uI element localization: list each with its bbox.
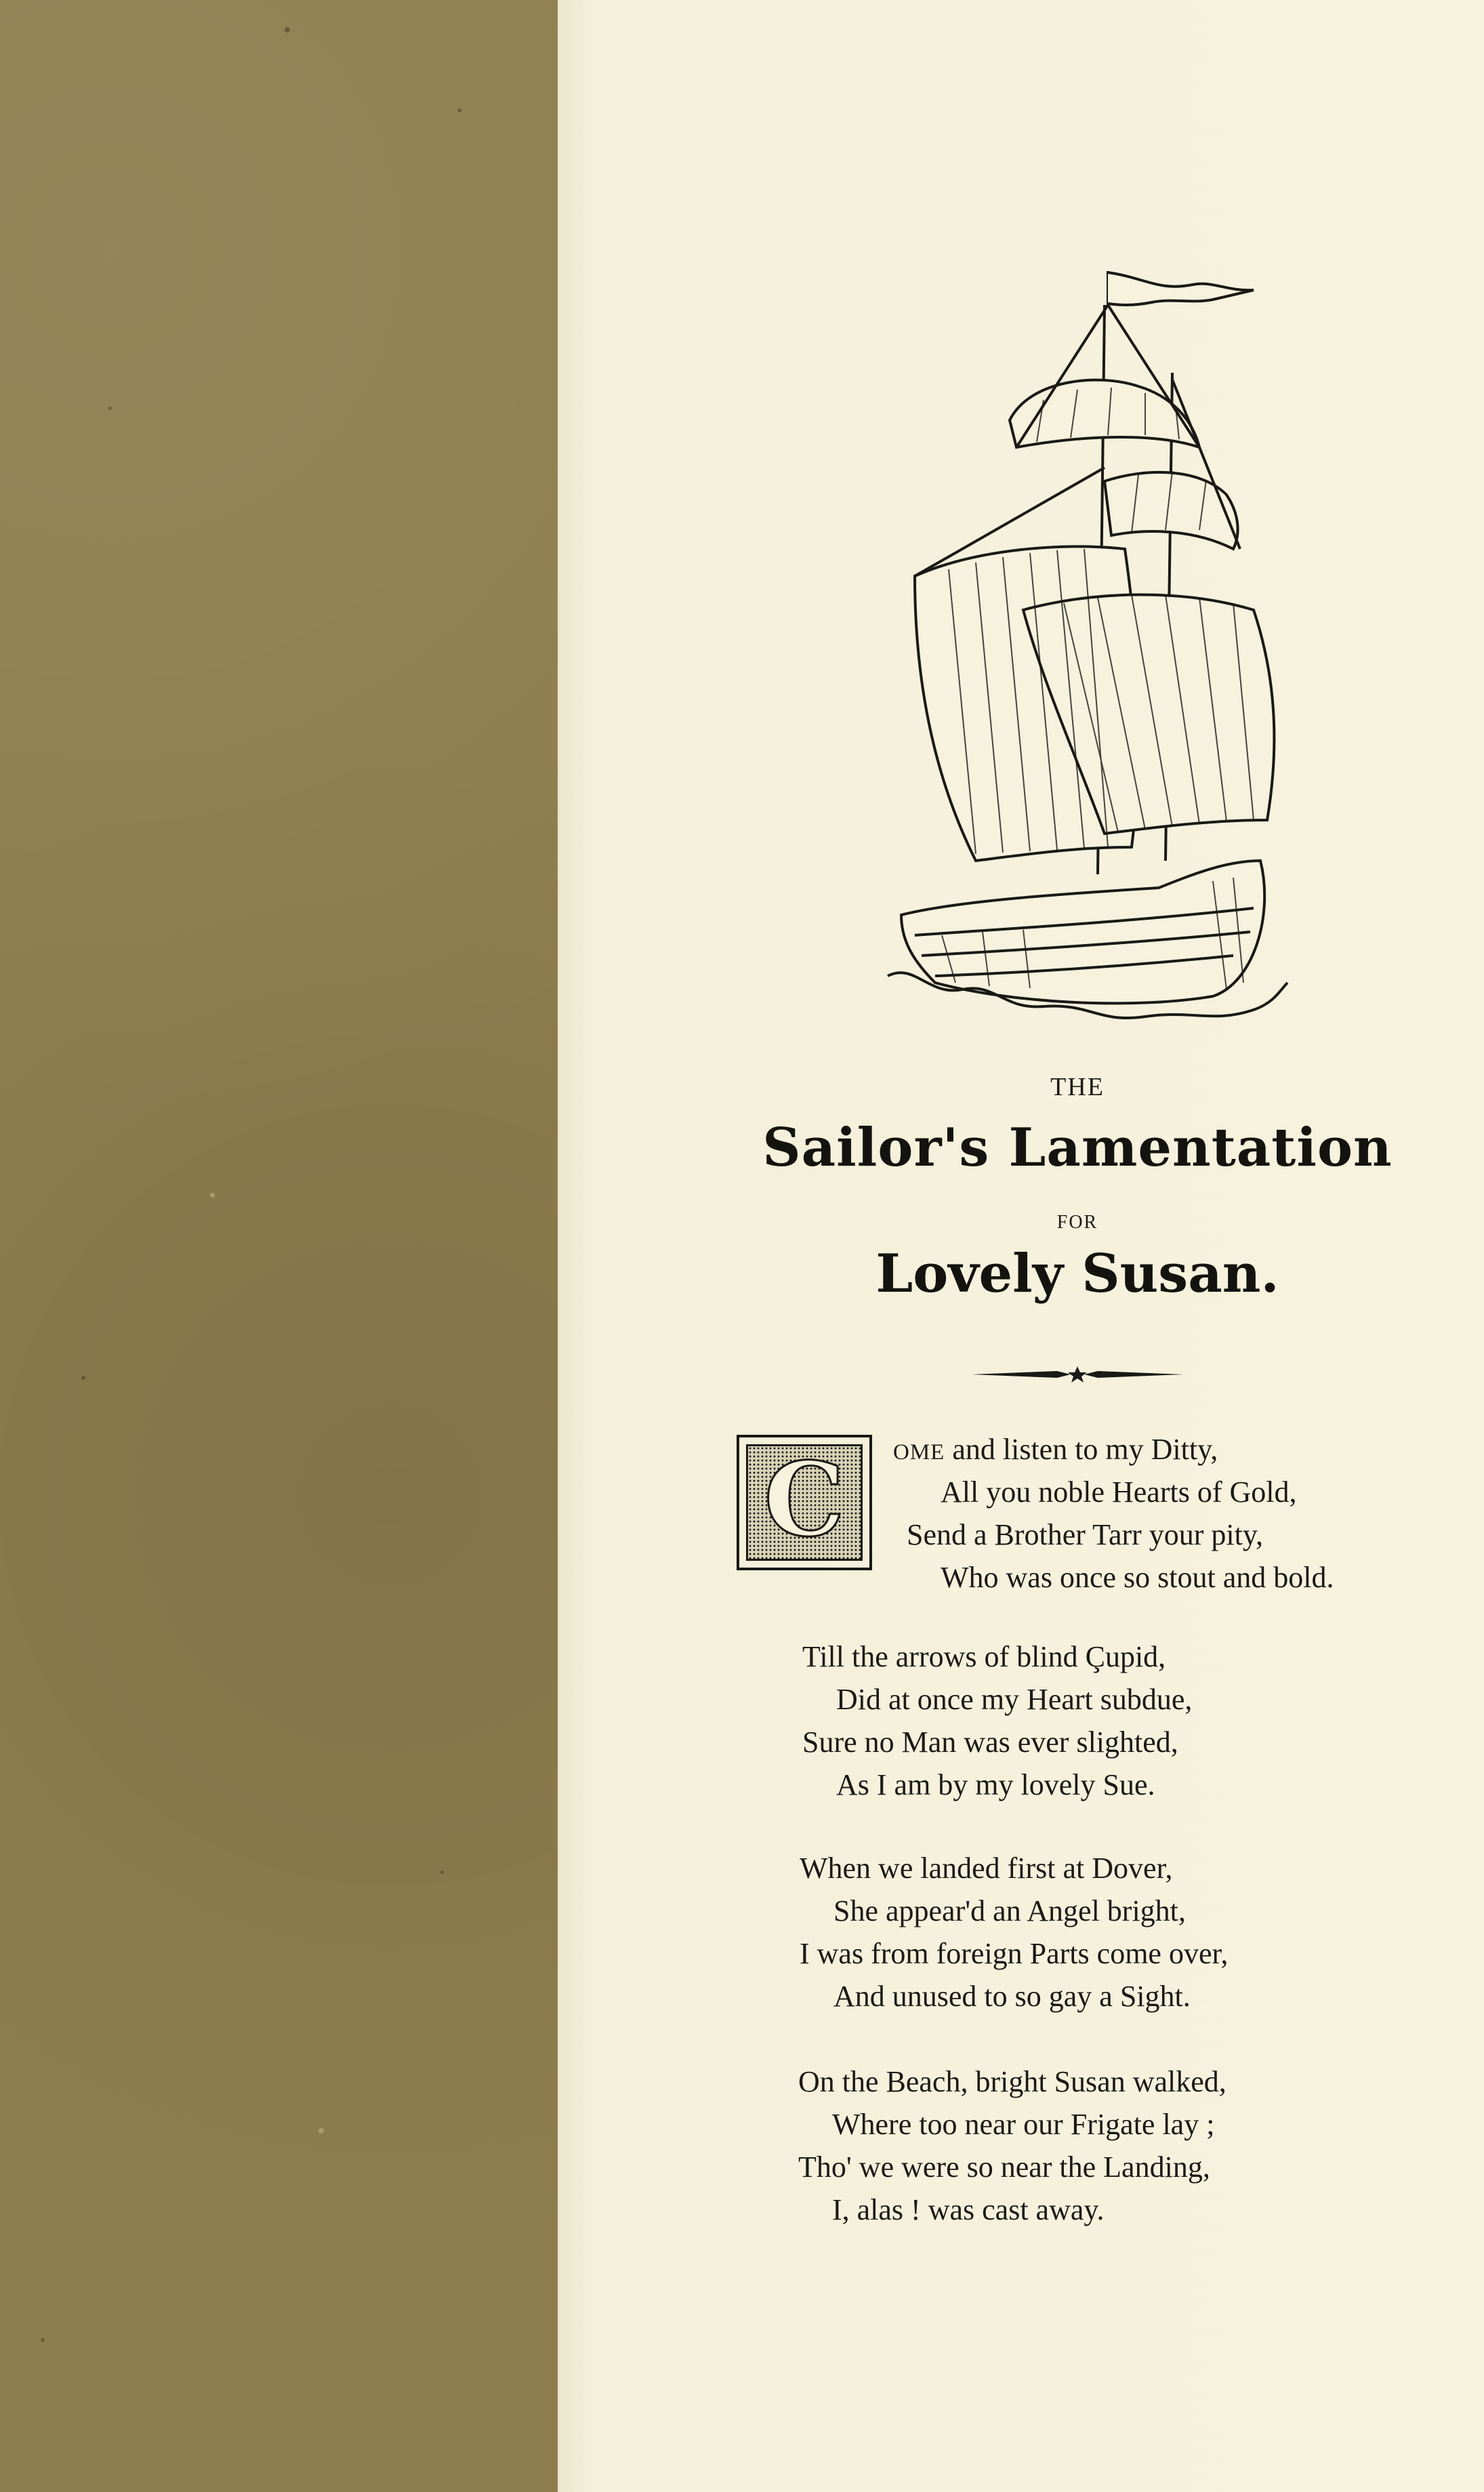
title-for: FOR bbox=[1056, 1212, 1098, 1233]
verse-line: And unused to so gay a Sight. bbox=[833, 1980, 1191, 2013]
verse-line-text: and listen to my Ditty, bbox=[952, 1433, 1218, 1466]
verse-line: Sure no Man was ever slighted, bbox=[802, 1725, 1178, 1759]
verse-line bbox=[893, 1435, 1218, 1465]
verse-line: As I am by my lovely Sue. bbox=[836, 1768, 1155, 1801]
verse-line: Tho' we were so near the Landing, bbox=[798, 2150, 1210, 2184]
verse-line: Till the arrows of blind Çupid, bbox=[802, 1640, 1166, 1673]
verse-line: She appear'd an Angel bright, bbox=[833, 1894, 1186, 1927]
drop-cap-letter: C bbox=[764, 1440, 845, 1559]
verse-line: Who was once so stout and bold. bbox=[941, 1561, 1334, 1594]
verse-line: All you noble Hearts of Gold, bbox=[941, 1475, 1297, 1509]
verse-line: On the Beach, bright Susan walked, bbox=[798, 2065, 1227, 2098]
page-title: Sailor's Lamentation bbox=[762, 1117, 1393, 1179]
page-subtitle: Lovely Susan. bbox=[875, 1243, 1279, 1305]
verse-line: Did at once my Heart subdue, bbox=[836, 1683, 1193, 1716]
verse-line: Where too near our Frigate lay ; bbox=[832, 2108, 1215, 2141]
small-caps-word: OME bbox=[893, 1440, 945, 1465]
verse-line: Send a Brother Tarr your pity, bbox=[907, 1518, 1264, 1551]
verse-line: I, alas ! was cast away. bbox=[832, 2193, 1105, 2226]
verse-line: When we landed first at Dover, bbox=[800, 1852, 1173, 1885]
title-the: THE bbox=[1050, 1073, 1105, 1101]
verse-line: I was from foreign Parts come over, bbox=[800, 1937, 1229, 1970]
